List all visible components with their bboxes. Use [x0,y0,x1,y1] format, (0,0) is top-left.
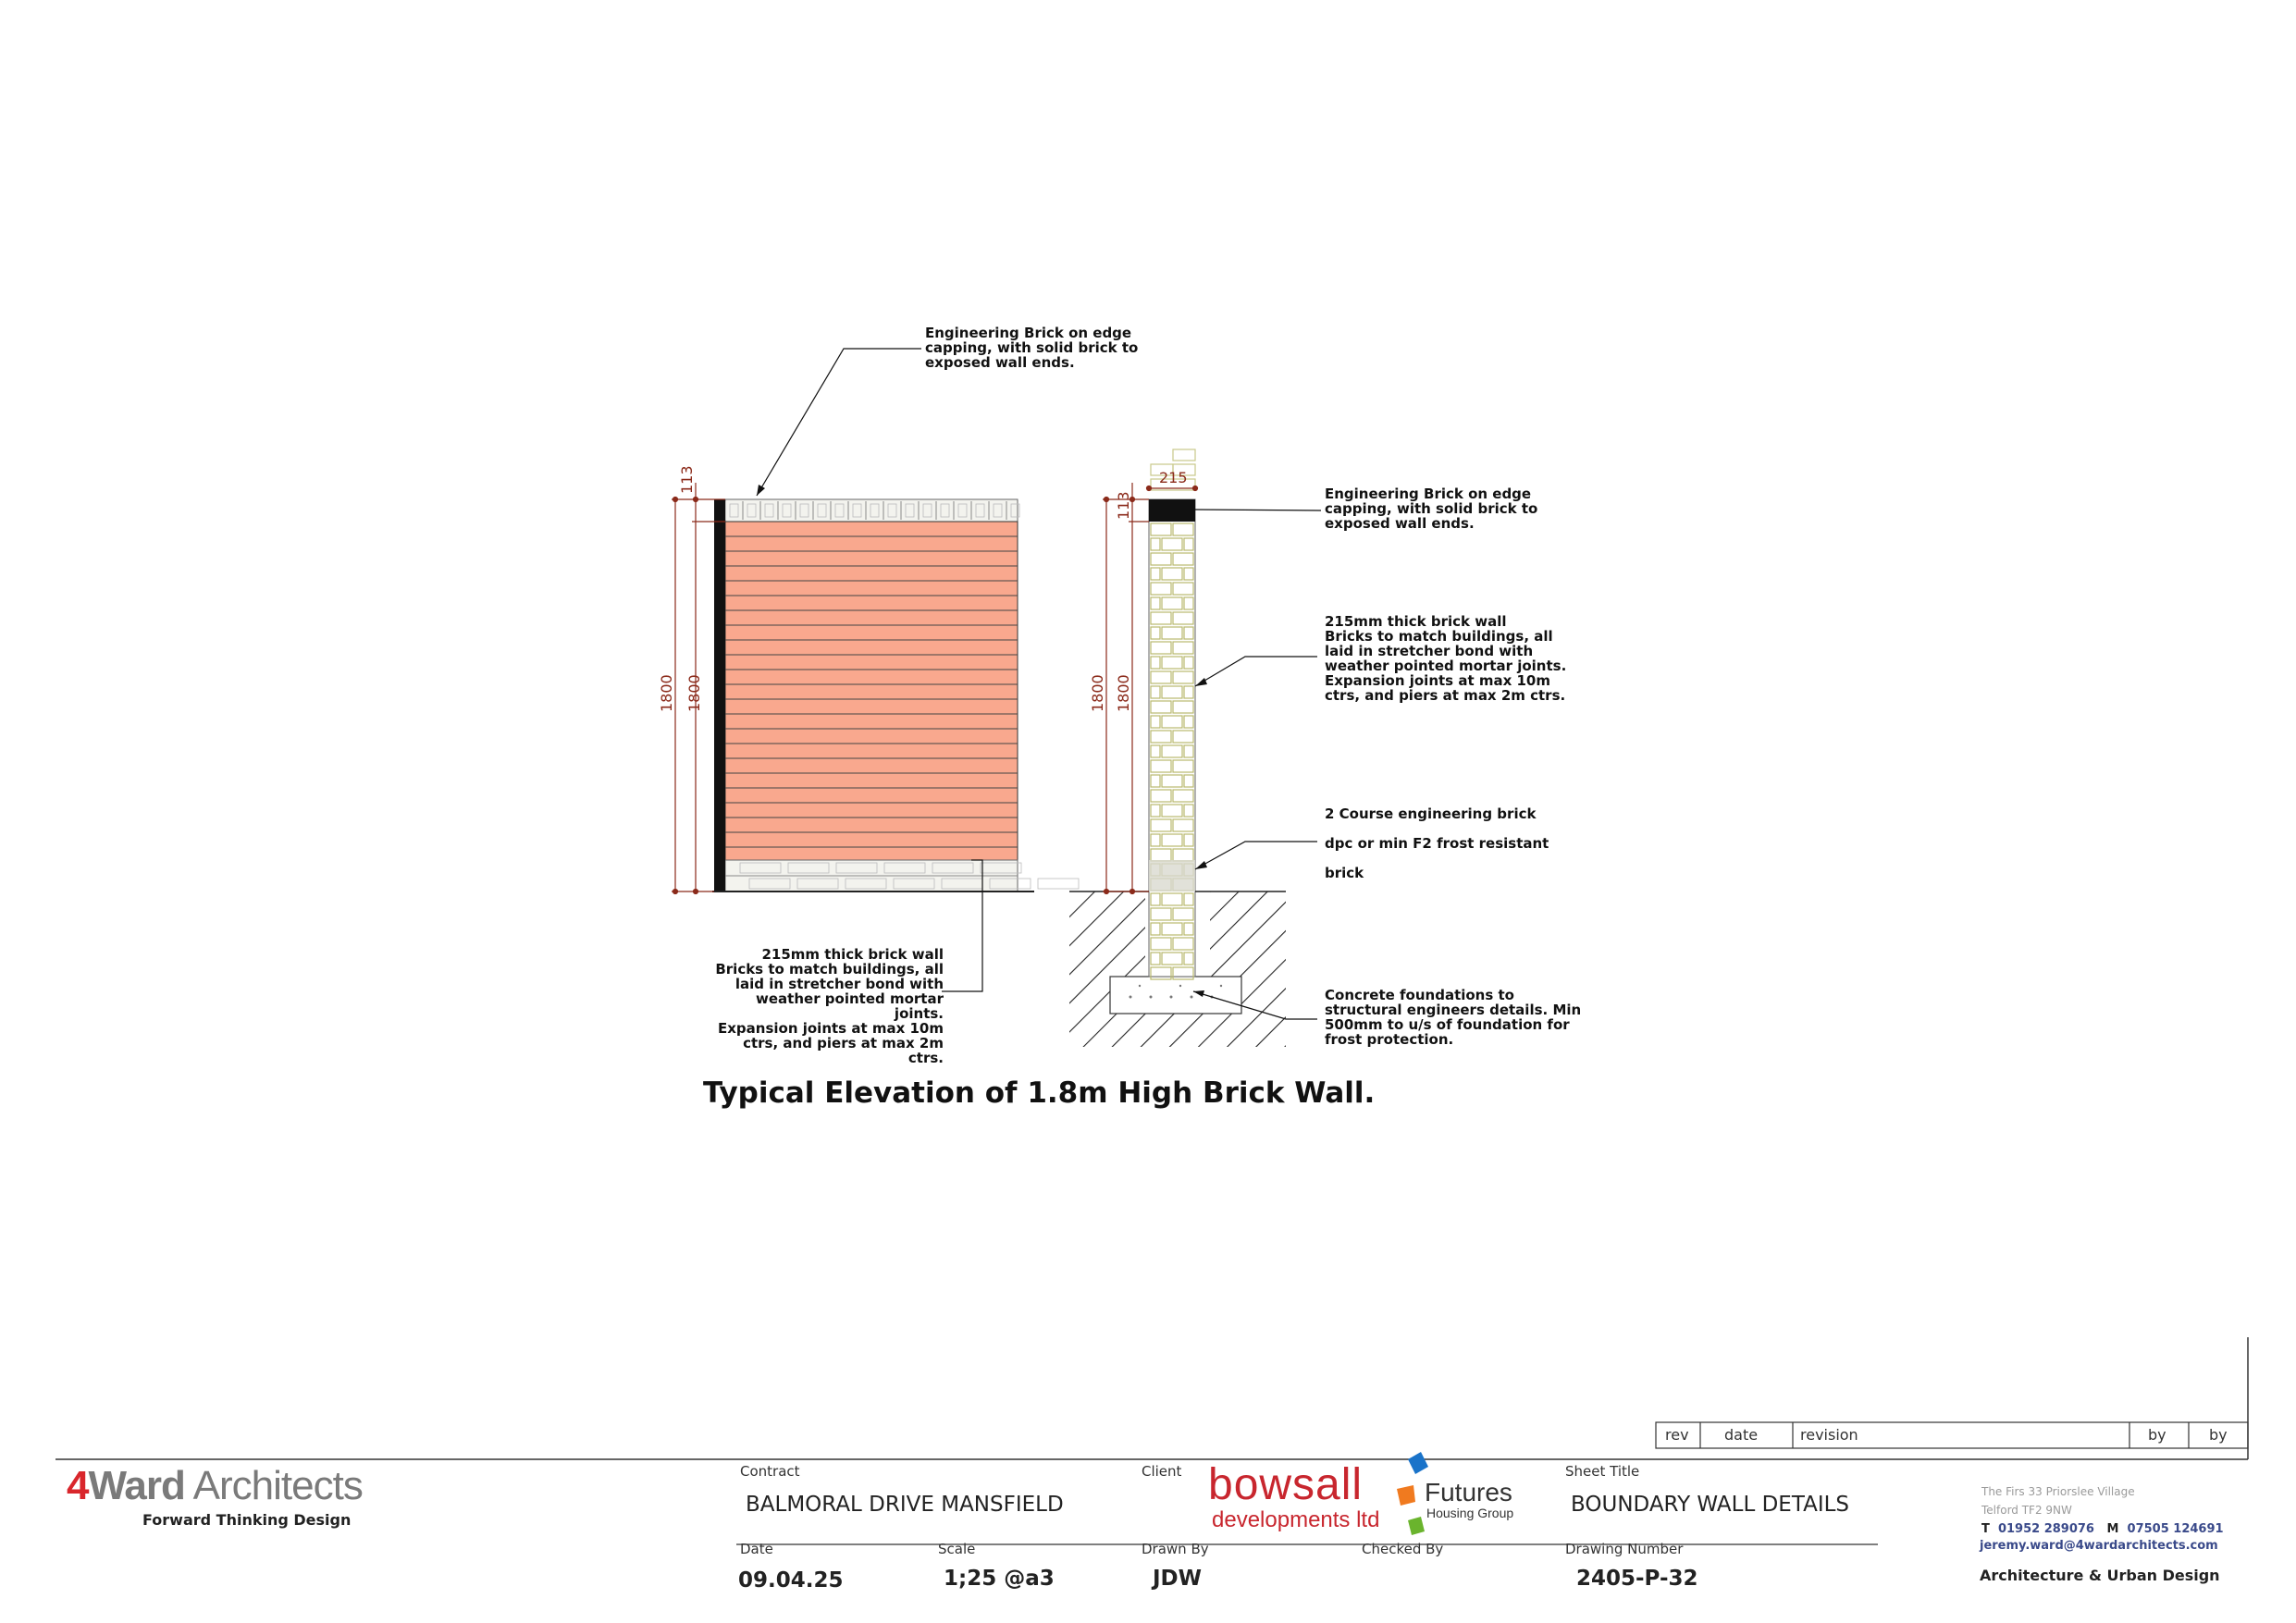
note-wall-section: 215mm thick brick wall Bricks to match buildings, all laid in stretcher bond with weather pointed mortar joints. Expansion joints at max 10m ctrs, and piers at max 2m ctrs. [1325,613,1567,704]
date-label: Date [740,1541,773,1557]
futures-logo-mark [1397,1452,1428,1535]
scale-value: 1;25 @a3 [944,1567,1055,1591]
drawn-by-label: Drawn By [1142,1541,1209,1557]
contract-value: BALMORAL DRIVE MANSFIELD [746,1493,1064,1517]
leader-dpc-section [1195,842,1317,869]
phone-number: 01952 289076 [1997,1522,2094,1536]
address-line-2: Telford TF2 9NW [1981,1504,2072,1517]
drawing-title: Typical Elevation of 1.8m High Brick Wall. [703,1076,1376,1110]
checked-by-label: Checked By [1362,1541,1444,1557]
client-logo-subtitle: developments ltd [1212,1507,1380,1532]
leader-wall-section [1195,657,1317,686]
section-height-dimension: 1800 [1089,674,1106,712]
drawing-number-label: Drawing Number [1565,1541,1684,1557]
rev-col-by-1: by [2148,1426,2166,1444]
drawing-number-value: 2405-P-32 [1576,1567,1698,1591]
phone-label: T [1981,1522,1990,1536]
company-logo: 4Ward Architects [67,1463,363,1508]
client-label: Client [1142,1463,1182,1480]
elevation-brick-face [725,522,1018,860]
elevation-capping [725,499,1018,522]
phone-numbers [1981,1522,2224,1536]
section-thickness-dimension: 215 [1159,469,1188,486]
email-link[interactable]: jeremy.ward@4wardarchitects.com [1980,1539,2218,1553]
rev-col-by-2: by [2209,1426,2228,1444]
note-capping-elevation: Engineering Brick on edge capping, with solid brick to exposed wall ends. [925,325,1139,371]
drawn-by-value: JDW [1153,1567,1203,1591]
rev-col-rev: rev [1665,1426,1689,1444]
company-tagline: Forward Thinking Design [142,1511,352,1529]
note-foundation: Concrete foundations to structural engineers details. Min 500mm to u/s of foundation for frost protection. [1325,987,1582,1048]
service-tagline: Architecture & Urban Design [1980,1567,2220,1584]
note-wall-elevation: 215mm thick brick wall Bricks to match buildings, all laid in stretcher bond with weather pointed mortar joints. Expansion joints at max 10m ctrs, and piers at max 2m ctrs. [715,946,944,1066]
section-dpc [1149,860,1195,891]
partner-logo: Futures [1425,1478,1512,1506]
mobile-label: M [2106,1522,2119,1536]
section-height-dimension-inner: 1800 [1115,674,1132,712]
note-capping-section: Engineering Brick on edge capping, with solid brick to exposed wall ends. [1325,486,1538,532]
partner-logo-subtitle: Housing Group [1426,1506,1514,1520]
rev-col-revision: revision [1800,1426,1858,1444]
elevation-height-dimension-inner: 1800 [685,674,703,712]
note-dpc: 2 Course engineering brick dpc or min F2 frost resistant brick [1325,805,1549,881]
address-line-1: The Firs 33 Priorslee Village [1981,1485,2135,1498]
title-block-lines [56,1337,2248,1544]
sheet-title-label: Sheet Title [1565,1463,1640,1480]
contract-label: Contract [740,1463,800,1480]
elevation-cap-dimension: 113 [678,465,696,494]
section-foundation [1110,977,1241,1014]
date-value: 09.04.25 [738,1568,844,1592]
sheet-title-value: BOUNDARY WALL DETAILS [1571,1493,1850,1517]
section-view [1069,449,1321,1047]
section-capping [1149,499,1195,522]
elevation-view [658,349,1079,991]
scale-label: Scale [938,1541,976,1557]
elevation-height-dimension: 1800 [658,674,675,712]
rev-col-date: date [1724,1426,1759,1444]
elevation-wall-end [714,499,725,891]
leader-capping-elevation [757,349,921,496]
mobile-number: 07505 124691 [2127,1522,2224,1536]
section-cap-dimension: 113 [1115,491,1132,520]
client-logo: bowsall [1208,1460,1364,1509]
